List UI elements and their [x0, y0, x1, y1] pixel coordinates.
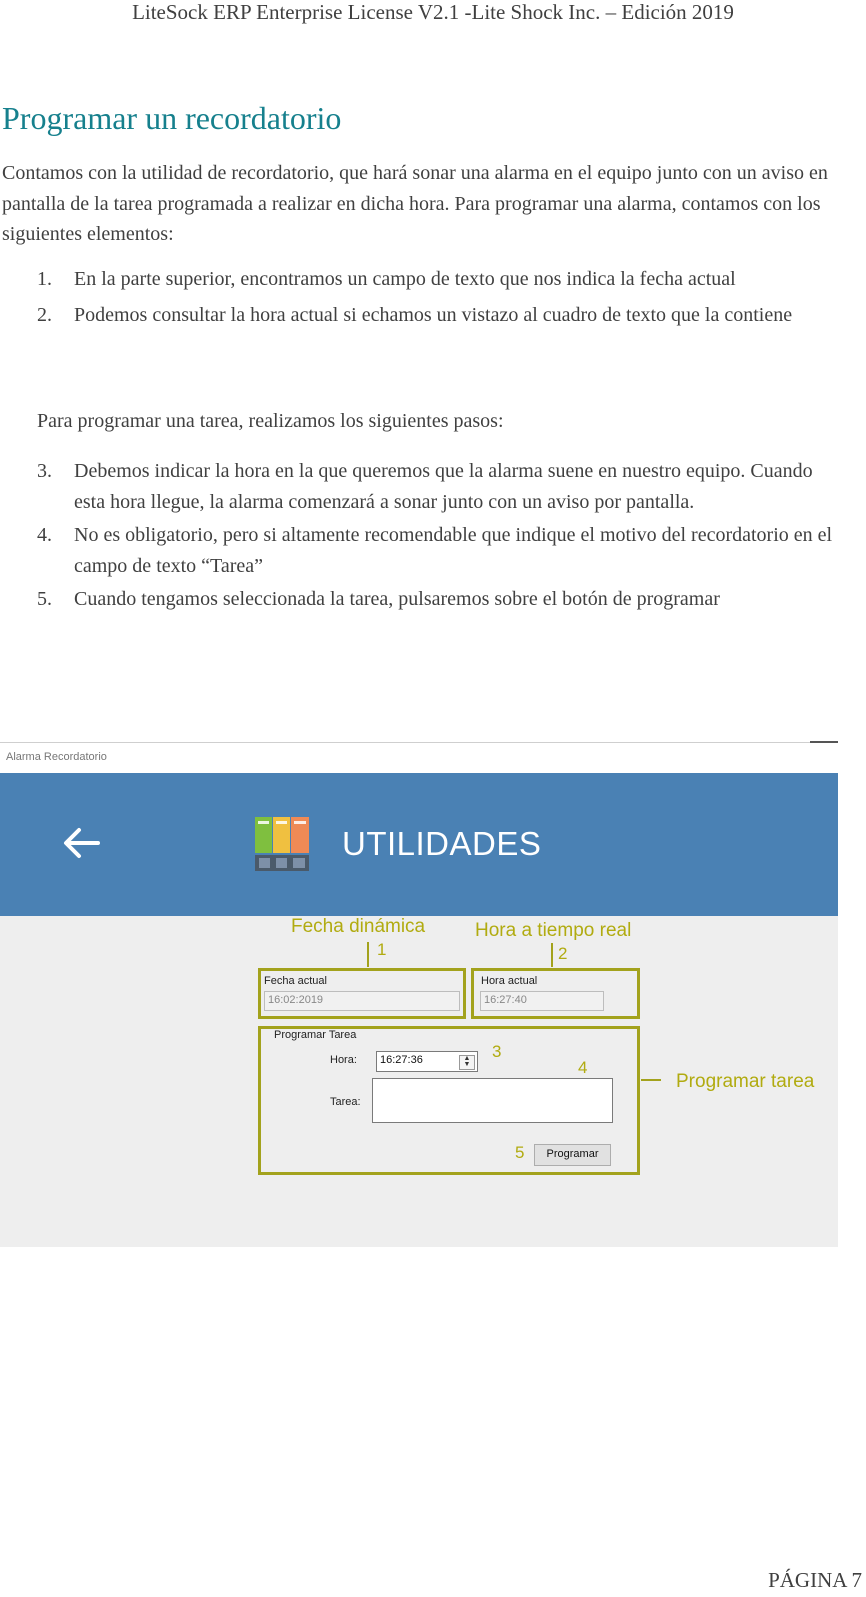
tarea-label: Tarea:	[330, 1096, 361, 1108]
hora-input-value: 16:27:36	[380, 1054, 423, 1066]
list-number: 5.	[37, 588, 52, 610]
section-heading: Programar un recordatorio	[2, 100, 342, 136]
annotation-number-2: 2	[558, 944, 568, 963]
tarea-input[interactable]	[372, 1078, 613, 1123]
list-number: 3.	[37, 460, 52, 482]
list-number: 2.	[37, 303, 52, 326]
app-title: UTILIDADES	[342, 825, 542, 862]
fecha-field: 16:02:2019	[264, 991, 460, 1011]
fecha-label: Fecha actual	[264, 975, 327, 987]
spinner-icon[interactable]: ▲ ▼	[459, 1055, 475, 1070]
list-text: Cuando tengamos seleccionada la tarea, pulsaremos sobre el botón de programar	[74, 588, 720, 610]
window-title: Alarma Recordatorio	[6, 751, 107, 763]
annotation-pointer	[367, 942, 369, 967]
hora-input[interactable]	[376, 1051, 478, 1072]
annotation-fecha: Fecha dinámica	[291, 916, 426, 937]
annotation-pointer	[551, 943, 553, 967]
list-number: 4.	[37, 524, 52, 546]
hora-field: 16:27:40	[480, 991, 604, 1011]
list-text: Debemos indicar la hora en la que queremos que la alarma suene en nuestro equipo. Cuando esta hora llegue, la alarma comenzará a sonar junto con un aviso por pantalla.	[74, 460, 813, 513]
hora-label: Hora actual	[481, 975, 538, 987]
app-header	[0, 773, 838, 916]
steps-intro: Para programar una tarea, realizamos los siguientes pasos:	[37, 410, 504, 432]
annotation-pointer	[641, 1079, 661, 1081]
steps-list	[0, 456, 840, 615]
list-text: Podemos consultar la hora actual si echamos un vistazo al cuadro de texto que la contiene	[74, 303, 793, 326]
list-text: En la parte superior, encontramos un campo de texto que nos indica la fecha actual	[74, 268, 736, 290]
annotation-number-3: 3	[492, 1042, 502, 1061]
annotation-number-4: 4	[578, 1058, 588, 1077]
hora-input-label: Hora:	[330, 1054, 357, 1066]
back-arrow-icon[interactable]	[62, 825, 100, 861]
document-header: LiteSock ERP Enterprise License V2.1 -Lite Shock Inc. – Edición 2019	[132, 0, 734, 24]
intro-paragraph: Contamos con la utilidad de recordatorio, que hará sonar una alarma en el equipo junto con un aviso en pantalla de la tarea programada a realizar en dicha hora. Para programar una alarma, contamos con los siguientes elementos:	[2, 162, 828, 245]
list-item	[0, 264, 840, 295]
list-item	[0, 520, 840, 581]
programar-button[interactable]: Programar	[534, 1144, 611, 1166]
utilities-icon	[255, 817, 309, 871]
annotation-number-5: 5	[515, 1143, 525, 1162]
window-titlebar	[0, 742, 838, 774]
group-label: Programar Tarea	[274, 1029, 357, 1041]
page-number: PÁGINA 7	[768, 1568, 862, 1592]
app-screenshot	[0, 742, 838, 1247]
elements-list	[0, 264, 840, 330]
list-item	[0, 584, 840, 615]
list-item	[0, 300, 840, 331]
annotation-programar: Programar tarea	[676, 1071, 815, 1092]
list-number: 1.	[37, 268, 52, 290]
list-text: No es obligatorio, pero si altamente recomendable que indique el motivo del recordatorio en el campo de texto “Tarea”	[74, 524, 833, 577]
annotation-hora: Hora a tiempo real	[475, 920, 632, 941]
titlebar-line	[810, 741, 838, 743]
list-item	[0, 456, 840, 517]
annotation-number-1: 1	[377, 940, 387, 959]
